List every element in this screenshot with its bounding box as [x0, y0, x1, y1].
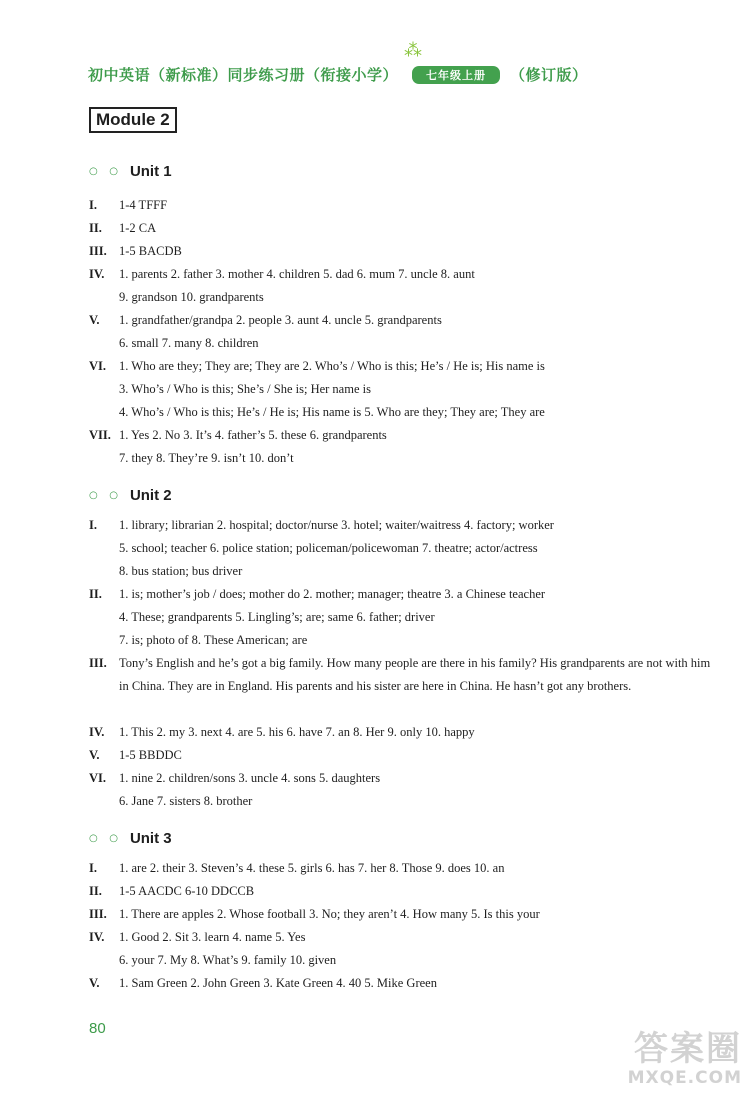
item-number: IV. — [89, 930, 105, 944]
answer-line: 4. Who’s / Who is this; He’s / He is; His name is 5. Who are they; They are; They are — [119, 405, 545, 419]
decorative-sprig-icon: ⁂ — [404, 40, 422, 61]
item-number: I. — [89, 518, 97, 532]
item-number: V. — [89, 748, 100, 762]
answer-line: 1. grandfather/grandpa 2. people 3. aunt 4. uncle 5. grandparents — [119, 313, 442, 327]
answer-line: 1-2 CA — [119, 221, 157, 235]
answer-line: 6. your 7. My 8. What’s 9. family 10. given — [119, 953, 337, 967]
item-number: III. — [89, 656, 107, 670]
page-header — [88, 64, 588, 85]
item-number: II. — [89, 221, 102, 235]
answer-line: 4. These; grandparents 5. Lingling’s; are; same 6. father; driver — [119, 610, 435, 624]
bullet-circles-icon: ○ ○ — [89, 833, 122, 845]
item-number: III. — [89, 907, 107, 921]
item-number: I. — [89, 198, 97, 212]
watermark-logo: 答案圈 MXQE.COM — [627, 1029, 742, 1088]
bullet-circles-icon: ○ ○ — [89, 490, 122, 502]
answer-line: 1. Yes 2. No 3. It’s 4. father’s 5. these 6. grandparents — [119, 428, 387, 442]
answer-line: 3. Who’s / Who is this; She’s / She is; Her name is — [119, 382, 371, 396]
answer-line: 1-5 BACDB — [119, 244, 182, 258]
edition-label: （修订版） — [510, 66, 588, 84]
answer-line: 1. library; librarian 2. hospital; doctor/nurse 3. hotel; waiter/waitress 4. factory; worker — [119, 518, 554, 532]
item-number: V. — [89, 313, 100, 327]
bullet-circles-icon: ○ ○ — [89, 166, 122, 178]
answer-line: 5. school; teacher 6. police station; policeman/policewoman 7. theatre; actor/actress — [119, 541, 538, 555]
answer-line: 1. Good 2. Sit 3. learn 4. name 5. Yes — [119, 930, 306, 944]
answer-line: 1. There are apples 2. Whose football 3. No; they aren’t 4. How many 5. Is this your — [119, 907, 540, 921]
item-number: V. — [89, 976, 100, 990]
item-number: III. — [89, 244, 107, 258]
answer-line: 9. grandson 10. grandparents — [119, 290, 264, 304]
answer-line: 1-5 BBDDC — [119, 748, 182, 762]
item-number: IV. — [89, 267, 105, 281]
item-number: VI. — [89, 771, 107, 785]
page-number: 80 — [89, 1020, 106, 1037]
answer-line: 6. small 7. many 8. children — [119, 336, 259, 350]
item-number: IV. — [89, 725, 105, 739]
answer-line: 1-4 TFFF — [119, 198, 168, 212]
answer-line: 7. is; photo of 8. These American; are — [119, 633, 308, 647]
answer-line: 1. are 2. their 3. Steven’s 4. these 5. girls 6. has 7. her 8. Those 9. does 10. an — [119, 861, 505, 875]
item-number: VI. — [89, 359, 107, 373]
answer-line: 1. This 2. my 3. next 4. are 5. his 6. have 7. an 8. Her 9. only 10. happy — [119, 725, 475, 739]
answer-line: 1. is; mother’s job / does; mother do 2. mother; manager; theatre 3. a Chinese teacher — [119, 587, 546, 601]
answer-line: 8. bus station; bus driver — [119, 564, 243, 578]
item-number: VII. — [89, 428, 111, 442]
answer-line: 1. Who are they; They are; They are 2. Who’s / Who is this; He’s / He is; His name is — [119, 359, 545, 373]
unit-heading: ○ ○ Unit 1 — [89, 163, 172, 180]
unit-heading: ○ ○ Unit 2 — [89, 487, 172, 504]
answer-line: 1. Sam Green 2. John Green 3. Kate Green 4. 40 5. Mike Green — [119, 976, 437, 990]
item-number: I. — [89, 861, 97, 875]
answer-line: 1. parents 2. father 3. mother 4. children 5. dad 6. mum 7. uncle 8. aunt — [119, 267, 475, 281]
answer-paragraph: Tony’s English and he’s got a big family. How many people are there in his family? His grandparents are not with him in China. They are in England. His parents and his sister are here in China. He hasn’t got any brothers. — [119, 656, 711, 693]
item-number: II. — [89, 884, 102, 898]
answer-line: 6. Jane 7. sisters 8. brother — [119, 794, 253, 808]
unit-heading: ○ ○ Unit 3 — [89, 830, 172, 847]
book-title: 初中英语（新标准）同步练习册（衔接小学） — [88, 66, 399, 84]
item-number: II. — [89, 587, 102, 601]
answer-line: 1. nine 2. children/sons 3. uncle 4. sons 5. daughters — [119, 771, 381, 785]
grade-badge: 七年级上册 — [412, 66, 500, 84]
answer-line: 7. they 8. They’re 9. isn’t 10. don’t — [119, 451, 294, 465]
answer-line: 1-5 AACDC 6-10 DDCCB — [119, 884, 255, 898]
module-title: Module 2 — [89, 107, 177, 133]
